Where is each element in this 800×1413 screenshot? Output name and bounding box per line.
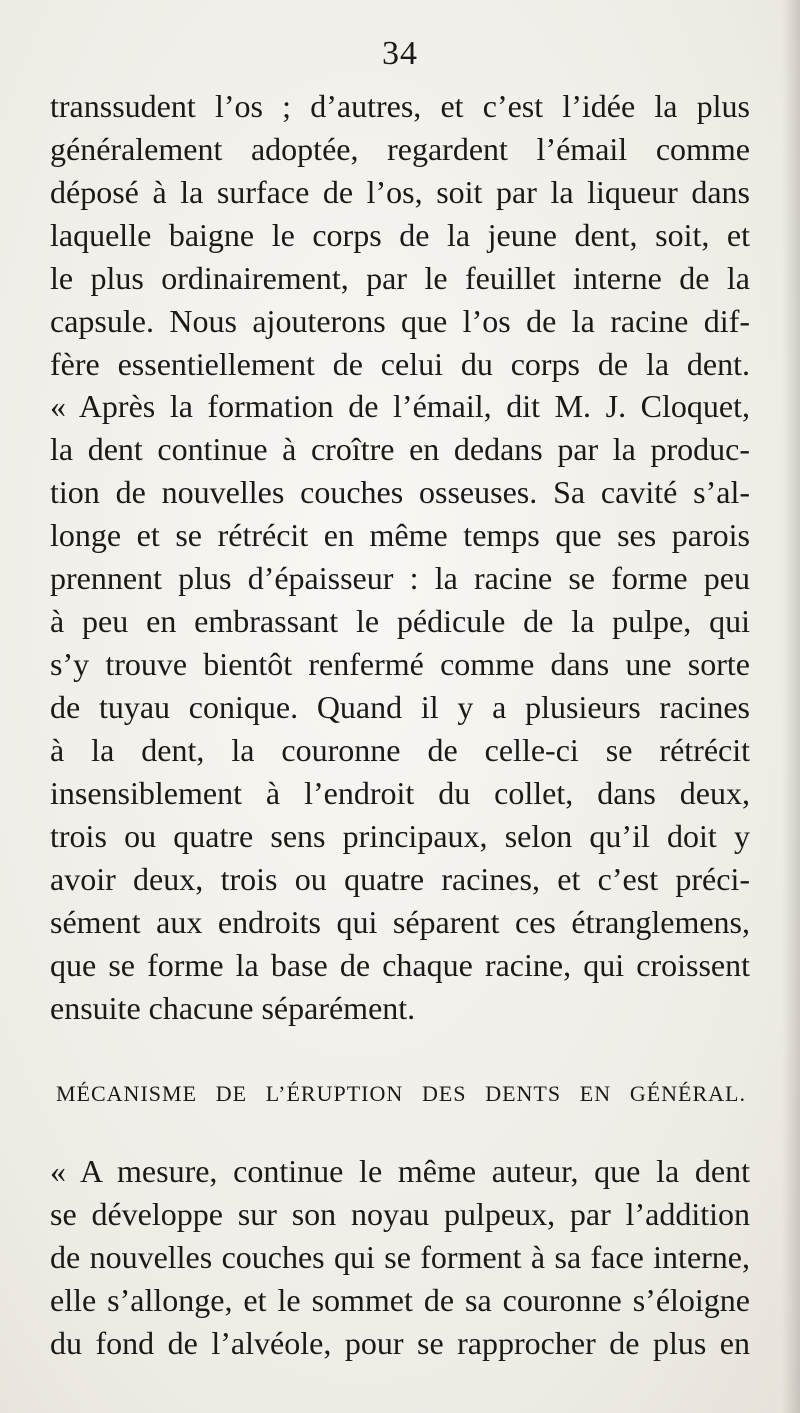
section-heading: MÉCANISME DE L’ÉRUPTION DES DENTS EN GÉNÉRAL. xyxy=(56,1081,746,1106)
text-line: ensuite chacune séparément. xyxy=(50,990,416,1026)
text-line: « A mesure, continue le même auteur, que la dent xyxy=(50,1153,750,1189)
page-edge-shadow xyxy=(782,0,800,1413)
text-line: fère essentiellement de celui du corps de la dent. xyxy=(50,346,750,382)
text-line: déposé à la surface de l’os, soit par la liqueur dans xyxy=(50,174,750,210)
text-line: transsudent l’os ; d’autres, et c’est l’idée la plus xyxy=(50,88,750,124)
text-line: sément aux endroits qui séparent ces étranglemens, xyxy=(50,904,750,940)
text-line: de tuyau conique. Quand il y a plusieurs racines xyxy=(50,689,750,725)
text-line: généralement adoptée, regardent l’émail comme xyxy=(50,131,750,167)
text-line: que se forme la base de chaque racine, qui croissent xyxy=(50,947,750,983)
text-line: longe et se rétrécit en même temps que ses parois xyxy=(50,517,750,553)
text-line: elle s’allonge, et le sommet de sa couronne s’éloigne xyxy=(50,1282,750,1318)
text-line: la dent continue à croître en dedans par la produc- xyxy=(50,431,750,467)
paragraph-1 xyxy=(50,85,750,386)
text-line: s’y trouve bientôt renfermé comme dans une sorte xyxy=(50,646,750,682)
text-line: du fond de l’alvéole, pour se rapprocher de plus en xyxy=(50,1325,750,1361)
text-line: prennent plus d’épaisseur : la racine se forme peu xyxy=(50,560,750,596)
paragraph-2 xyxy=(50,385,750,1030)
text-line: à peu en embrassant le pédicule de la pulpe, qui xyxy=(50,603,750,639)
text-line: capsule. Nous ajouterons que l’os de la racine dif- xyxy=(50,303,750,339)
text-line: laquelle baigne le corps de la jeune dent, soit, et xyxy=(50,217,750,253)
text-line: insensiblement à l’endroit du collet, dans deux, xyxy=(50,775,750,811)
text-line: « Après la formation de l’émail, dit M. J. Cloquet, xyxy=(50,388,750,424)
text-line: à la dent, la couronne de celle-ci se rétrécit xyxy=(50,732,750,768)
paragraph-3 xyxy=(50,1150,750,1365)
text-line: trois ou quatre sens principaux, selon qu’il doit y xyxy=(50,818,750,854)
text-line: de nouvelles couches qui se forment à sa face interne, xyxy=(50,1239,750,1275)
text-line: avoir deux, trois ou quatre racines, et c’est préci- xyxy=(50,861,750,897)
text-line: tion de nouvelles couches osseuses. Sa cavité s’al- xyxy=(50,474,750,510)
text-line: se développe sur son noyau pulpeux, par l’addition xyxy=(50,1196,750,1232)
text-line: le plus ordinairement, par le feuillet interne de la xyxy=(50,260,750,296)
page-number: 34 xyxy=(382,35,418,72)
